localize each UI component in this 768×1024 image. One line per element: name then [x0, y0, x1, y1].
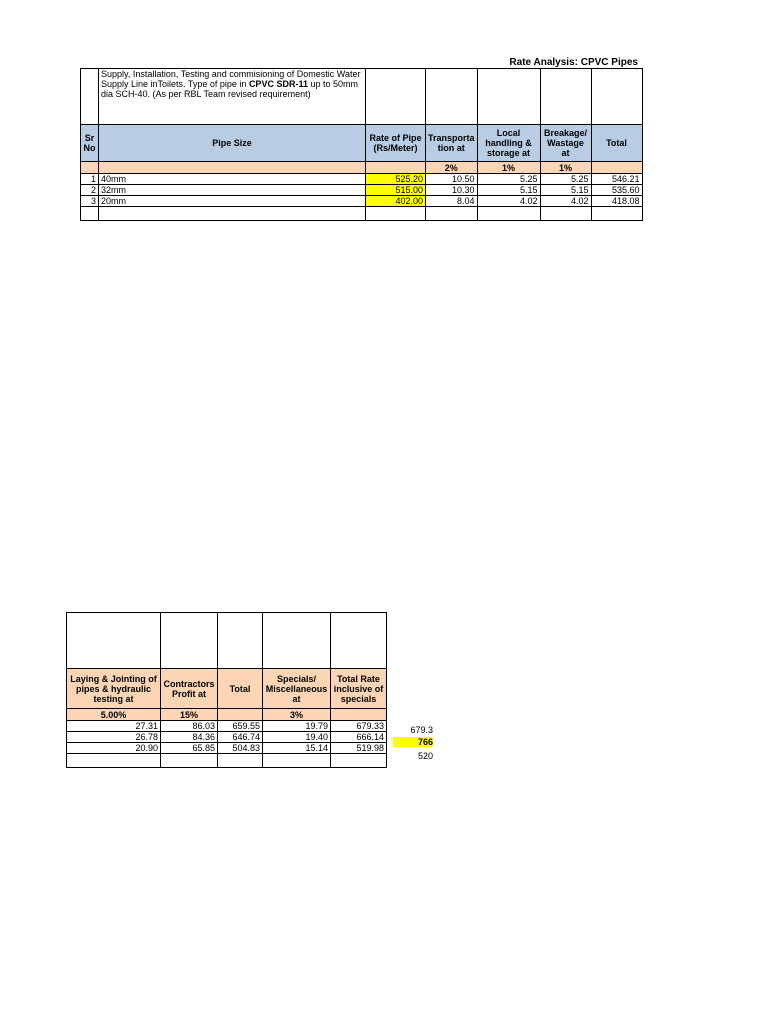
- header-rate: Rate of Pipe (Rs/Meter): [366, 125, 426, 162]
- size-cell: 20mm: [99, 196, 366, 207]
- labour-rate-table: [66, 612, 387, 768]
- table-row: [81, 174, 643, 185]
- rate-cell: 525.20: [366, 174, 426, 185]
- local-cell: 4.02: [477, 196, 540, 207]
- percent-profit: 15%: [161, 709, 218, 721]
- table-row: [81, 196, 643, 207]
- specials-cell: 19.79: [263, 721, 331, 732]
- size-cell: 32mm: [99, 185, 366, 196]
- description-row: [81, 69, 643, 125]
- laying-cell: 27.31: [67, 721, 161, 732]
- side-value-highlighted: 766: [393, 737, 433, 747]
- sheet-title: Rate Analysis: CPVC Pipes: [509, 57, 638, 68]
- header-row: [67, 669, 387, 709]
- total-cell: 535.60: [591, 185, 642, 196]
- total-rate-cell: 666.14: [331, 732, 387, 743]
- breakage-cell: 5.25: [540, 174, 591, 185]
- rate-cell: 402.00: [366, 196, 426, 207]
- percent-specials: 3%: [263, 709, 331, 721]
- profit-cell: 86.03: [161, 721, 218, 732]
- sr-cell: 3: [81, 196, 99, 207]
- header-row: [81, 125, 643, 162]
- sr-cell: 2: [81, 185, 99, 196]
- header-breakage: Breakage/ Wastage at: [540, 125, 591, 162]
- laying-cell: 20.90: [67, 743, 161, 754]
- header-profit: Contractors Profit at: [161, 669, 218, 709]
- table-row: [67, 743, 387, 754]
- percent-breakage: 1%: [540, 162, 591, 174]
- percent-laying: 5.00%: [67, 709, 161, 721]
- specials-cell: 15.14: [263, 743, 331, 754]
- header-pipe-size: Pipe Size: [99, 125, 366, 162]
- rate-cell: 515.00: [366, 185, 426, 196]
- size-cell: 40mm: [99, 174, 366, 185]
- total-cell: 659.55: [218, 721, 263, 732]
- side-value: 679.3: [410, 725, 433, 735]
- header-total: Total: [218, 669, 263, 709]
- header-total: Total: [591, 125, 642, 162]
- header-sr-no: Sr No: [81, 125, 99, 162]
- header-specials: Specials/ Miscellaneous at: [263, 669, 331, 709]
- percent-transport: 2%: [426, 162, 478, 174]
- percent-row: [67, 709, 387, 721]
- rate-analysis-table: [80, 68, 643, 221]
- total-cell: 504.83: [218, 743, 263, 754]
- header-total-rate: Total Rate inclusive of specials: [331, 669, 387, 709]
- percent-row: [81, 162, 643, 174]
- total-cell: 546.21: [591, 174, 642, 185]
- profit-cell: 84.36: [161, 732, 218, 743]
- transport-cell: 10.30: [426, 185, 478, 196]
- local-cell: 5.15: [477, 185, 540, 196]
- profit-cell: 65.85: [161, 743, 218, 754]
- header-transport: Transporta tion at: [426, 125, 478, 162]
- side-value: 520: [417, 751, 433, 761]
- specials-cell: 19.40: [263, 732, 331, 743]
- header-local-handling: Local handling & storage at: [477, 125, 540, 162]
- laying-cell: 26.78: [67, 732, 161, 743]
- sr-cell: 1: [81, 174, 99, 185]
- transport-cell: 8.04: [426, 196, 478, 207]
- total-rate-cell: 519.98: [331, 743, 387, 754]
- breakage-cell: 5.15: [540, 185, 591, 196]
- local-cell: 5.25: [477, 174, 540, 185]
- empty-row: [67, 754, 387, 768]
- empty-row: [81, 207, 643, 221]
- header-laying: Laying & Jointing of pipes & hydraulic testing at: [67, 669, 161, 709]
- total-cell: 646.74: [218, 732, 263, 743]
- transport-cell: 10.50: [426, 174, 478, 185]
- percent-local: 1%: [477, 162, 540, 174]
- blank-header-row: [67, 613, 387, 669]
- total-rate-cell: 679.33: [331, 721, 387, 732]
- table-row: [81, 185, 643, 196]
- total-cell: 418.08: [591, 196, 642, 207]
- work-description: Supply, Installation, Testing and commisioning of Domestic Water Supply Line inToilets. Type of pipe in CPVC SDR-11 up to 50mm dia SCH-40. (As per RBL Team revised requirement): [99, 69, 366, 125]
- table-row: [67, 732, 387, 743]
- table-row: [67, 721, 387, 732]
- breakage-cell: 4.02: [540, 196, 591, 207]
